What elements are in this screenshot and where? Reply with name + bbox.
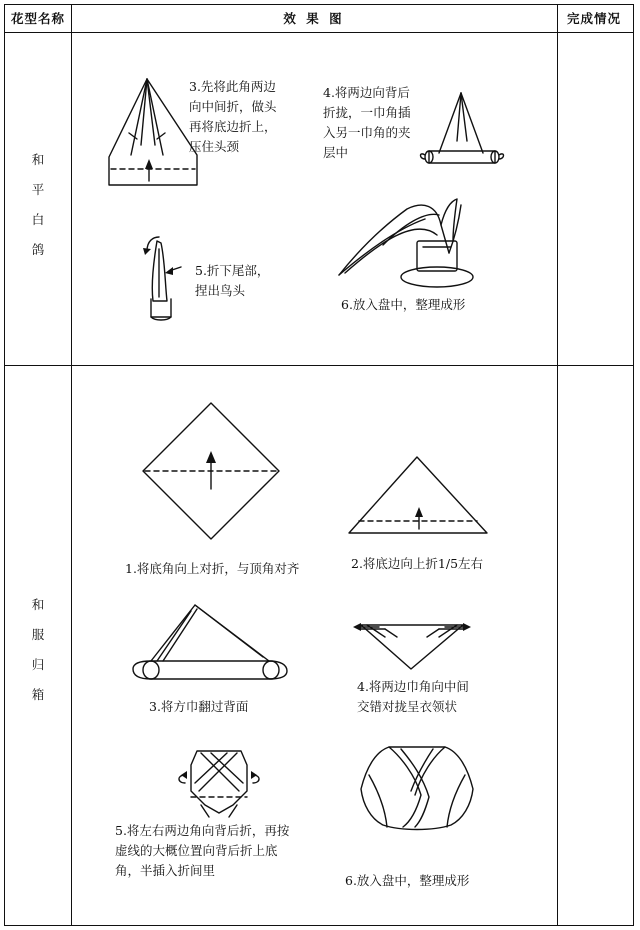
name-char: 箱	[31, 687, 45, 702]
kimono-step-5: 5.将左右两边角向背后折，再按 虚线的大概位置向背后折上底 角，半插入折间里	[115, 823, 290, 878]
name-char: 鸽	[31, 242, 45, 257]
header-name: 花型名称	[10, 11, 65, 26]
kimono-step-2: 2.将底边向上折1/5左右	[351, 556, 484, 571]
kimono-step-6: 6.放入盘中，整理成形	[345, 873, 470, 888]
name-char: 服	[31, 627, 45, 642]
header-status: 完成情况	[566, 11, 621, 26]
kimono-step-6-figure	[361, 747, 473, 830]
flower-table	[4, 4, 634, 926]
kimono-step-3-figure	[133, 605, 287, 679]
kimono-step-2-figure	[349, 457, 487, 533]
name-char: 白	[31, 212, 45, 227]
name-char: 归	[31, 657, 45, 672]
kimono-step-5-figure	[179, 751, 259, 817]
dove-step-3-figure	[109, 79, 197, 185]
dove-step-4-figure	[421, 93, 504, 163]
kimono-step-4: 4.将两边巾角向中间 交错对拢呈衣领状	[357, 679, 469, 714]
name-char: 平	[31, 182, 45, 197]
dove-step-6: 6.放入盘中，整理成形	[341, 297, 466, 312]
name-char: 和	[31, 597, 45, 612]
kimono-step-3: 3.将方巾翻过背面	[149, 699, 249, 714]
dove-step-4: 4.将两边向背后 折拢，一巾角插 入另一巾角的夹 层中	[323, 85, 411, 160]
kimono-step-1: 1.将底角向上对折，与顶角对齐	[125, 561, 300, 576]
dove-step-3: 3.先将此角两边 向中间折，做头 再将底边折上， 压住头颈	[189, 79, 277, 154]
dove-step-5-figure	[143, 237, 181, 320]
fold-illustrations	[5, 5, 631, 923]
dove-step-6-figure	[339, 199, 473, 287]
kimono-step-4-figure	[353, 623, 471, 669]
name-char: 和	[31, 152, 45, 167]
kimono-step-1-figure	[143, 403, 279, 539]
header-effect: 效 果 图	[283, 11, 345, 26]
dove-step-5: 5.折下尾部， 捏出鸟头	[195, 263, 270, 298]
